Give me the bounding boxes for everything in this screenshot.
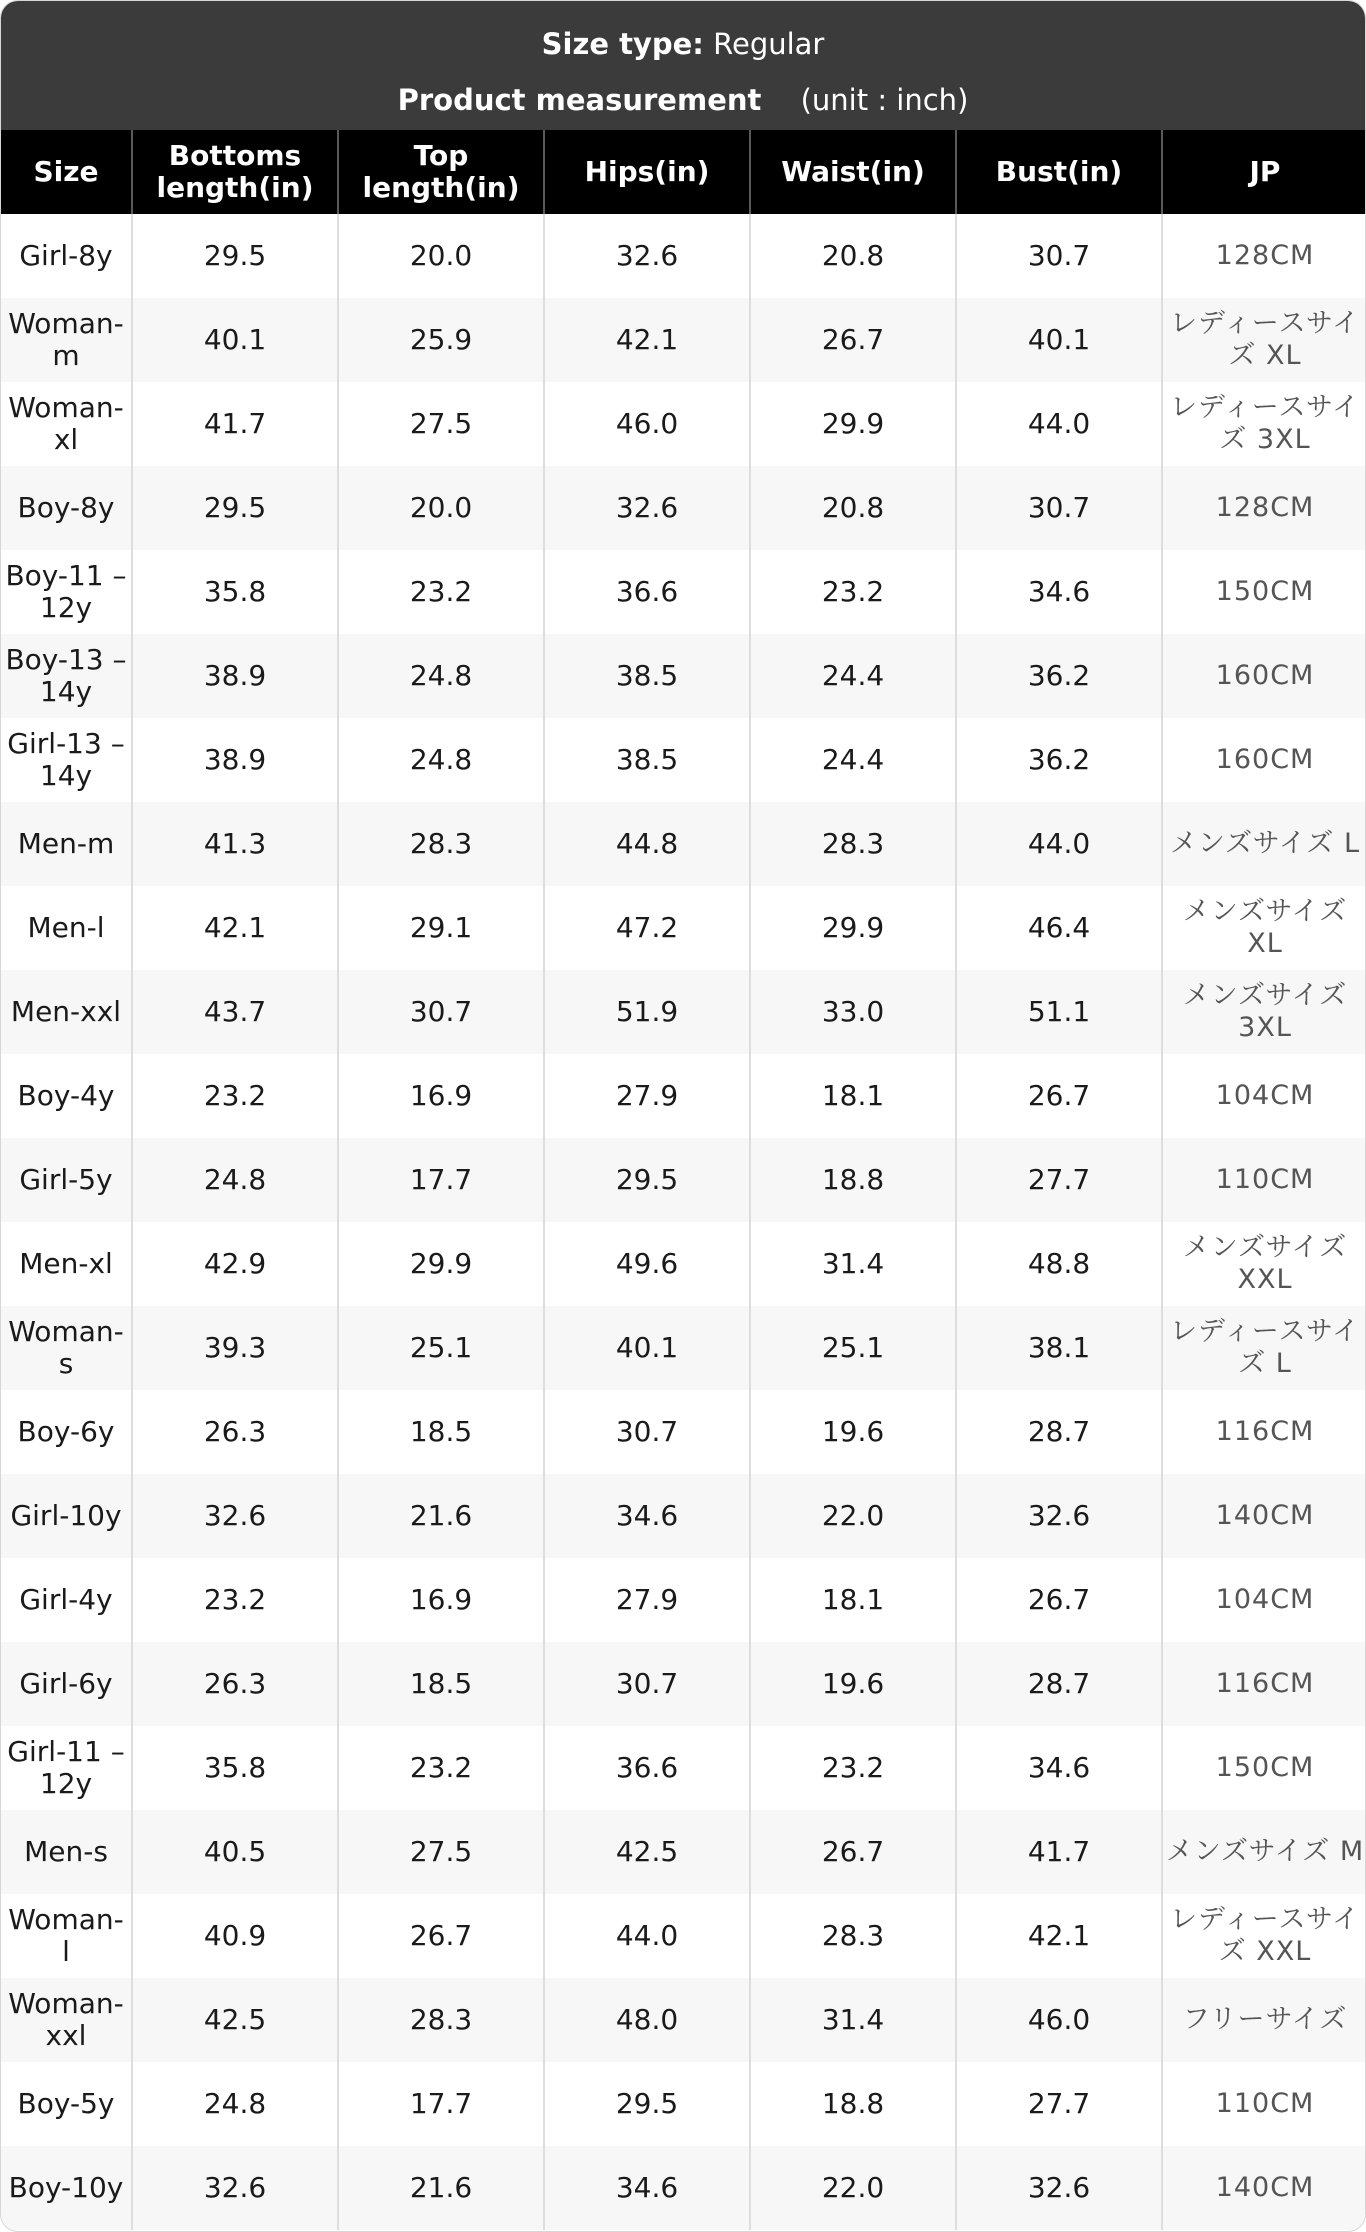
table-row bbox=[1, 1306, 1366, 1390]
table-row bbox=[1, 214, 1366, 298]
waist-cell: 19.6 bbox=[750, 1390, 956, 1474]
waist-cell: 23.2 bbox=[750, 550, 956, 634]
top-length-cell: 18.5 bbox=[338, 1390, 544, 1474]
size-cell: Boy-5y bbox=[1, 2062, 132, 2146]
waist-cell: 28.3 bbox=[750, 1894, 956, 1978]
bust-cell: 36.2 bbox=[956, 634, 1162, 718]
bust-cell: 30.7 bbox=[956, 214, 1162, 298]
size-cell: Men-l bbox=[1, 886, 132, 970]
waist-cell: 28.3 bbox=[750, 802, 956, 886]
table-row bbox=[1, 970, 1366, 1054]
bottoms-length-cell: 24.8 bbox=[132, 1138, 338, 1222]
waist-cell: 29.9 bbox=[750, 886, 956, 970]
bottoms-length-cell: 41.3 bbox=[132, 802, 338, 886]
bust-cell: 42.1 bbox=[956, 1894, 1162, 1978]
size-type-value: Regular bbox=[713, 27, 825, 61]
bottoms-length-cell: 26.3 bbox=[132, 1390, 338, 1474]
top-length-cell: 28.3 bbox=[338, 802, 544, 886]
top-length-cell: 17.7 bbox=[338, 2062, 544, 2146]
bust-cell: 34.6 bbox=[956, 550, 1162, 634]
size-cell: Girl-10y bbox=[1, 1474, 132, 1558]
hips-cell: 44.8 bbox=[544, 802, 750, 886]
jp-size-cell: 104CM bbox=[1162, 1558, 1366, 1642]
top-length-cell: 25.9 bbox=[338, 298, 544, 382]
size-cell: Girl-6y bbox=[1, 1642, 132, 1726]
size-cell: Woman-s bbox=[1, 1306, 132, 1390]
col-header-size: Size bbox=[1, 130, 132, 214]
size-cell: Woman-xl bbox=[1, 382, 132, 466]
hips-cell: 29.5 bbox=[544, 2062, 750, 2146]
table-row bbox=[1, 466, 1366, 550]
table-row bbox=[1, 1390, 1366, 1474]
table-row bbox=[1, 1642, 1366, 1726]
jp-size-cell: レディースサイズ 3XL bbox=[1162, 382, 1366, 466]
size-cell: Men-m bbox=[1, 802, 132, 886]
top-length-cell: 17.7 bbox=[338, 1138, 544, 1222]
jp-size-cell: メンズサイズ M bbox=[1162, 1810, 1366, 1894]
bust-cell: 40.1 bbox=[956, 298, 1162, 382]
jp-size-cell: メンズサイズ L bbox=[1162, 802, 1366, 886]
bottoms-length-cell: 29.5 bbox=[132, 214, 338, 298]
bottoms-length-cell: 38.9 bbox=[132, 718, 338, 802]
bust-cell: 46.0 bbox=[956, 1978, 1162, 2062]
jp-size-cell: 140CM bbox=[1162, 2146, 1366, 2230]
size-cell: Woman-m bbox=[1, 298, 132, 382]
waist-cell: 24.4 bbox=[750, 718, 956, 802]
bottoms-length-cell: 26.3 bbox=[132, 1642, 338, 1726]
bottoms-length-cell: 40.1 bbox=[132, 298, 338, 382]
hips-cell: 49.6 bbox=[544, 1222, 750, 1306]
bust-cell: 34.6 bbox=[956, 1726, 1162, 1810]
col-header-hips: Hips(in) bbox=[544, 130, 750, 214]
size-cell: Girl-5y bbox=[1, 1138, 132, 1222]
waist-cell: 31.4 bbox=[750, 1222, 956, 1306]
top-length-cell: 16.9 bbox=[338, 1054, 544, 1138]
bottoms-length-cell: 40.9 bbox=[132, 1894, 338, 1978]
bottoms-length-cell: 35.8 bbox=[132, 550, 338, 634]
table-header bbox=[1, 130, 1366, 214]
top-length-cell: 28.3 bbox=[338, 1978, 544, 2062]
jp-size-cell: 160CM bbox=[1162, 718, 1366, 802]
bust-cell: 26.7 bbox=[956, 1054, 1162, 1138]
col-header-bust: Bust(in) bbox=[956, 130, 1162, 214]
measurement-table bbox=[1, 130, 1366, 2230]
table-row bbox=[1, 1138, 1366, 1222]
hips-cell: 46.0 bbox=[544, 382, 750, 466]
bottoms-length-cell: 42.5 bbox=[132, 1978, 338, 2062]
size-type-line bbox=[1, 23, 1365, 79]
hips-cell: 27.9 bbox=[544, 1558, 750, 1642]
size-cell: Boy-11 – 12y bbox=[1, 550, 132, 634]
jp-size-cell: レディースサイズ XXL bbox=[1162, 1894, 1366, 1978]
bottoms-length-cell: 42.1 bbox=[132, 886, 338, 970]
jp-size-cell: 140CM bbox=[1162, 1474, 1366, 1558]
top-length-cell: 16.9 bbox=[338, 1558, 544, 1642]
jp-size-cell: 160CM bbox=[1162, 634, 1366, 718]
jp-size-cell: 150CM bbox=[1162, 550, 1366, 634]
jp-size-cell: メンズサイズ XL bbox=[1162, 886, 1366, 970]
waist-cell: 22.0 bbox=[750, 1474, 956, 1558]
hips-cell: 29.5 bbox=[544, 1138, 750, 1222]
top-length-cell: 27.5 bbox=[338, 1810, 544, 1894]
measurement-line bbox=[1, 79, 1365, 135]
top-length-cell: 24.8 bbox=[338, 718, 544, 802]
bust-cell: 44.0 bbox=[956, 382, 1162, 466]
table-row bbox=[1, 1054, 1366, 1138]
jp-size-cell: 128CM bbox=[1162, 214, 1366, 298]
waist-cell: 25.1 bbox=[750, 1306, 956, 1390]
top-length-cell: 24.8 bbox=[338, 634, 544, 718]
size-cell: Men-xl bbox=[1, 1222, 132, 1306]
hips-cell: 30.7 bbox=[544, 1390, 750, 1474]
top-length-cell: 30.7 bbox=[338, 970, 544, 1054]
top-length-cell: 29.1 bbox=[338, 886, 544, 970]
bottoms-length-cell: 23.2 bbox=[132, 1054, 338, 1138]
top-length-cell: 20.0 bbox=[338, 466, 544, 550]
jp-size-cell: 116CM bbox=[1162, 1642, 1366, 1726]
table-row bbox=[1, 886, 1366, 970]
size-cell: Woman-l bbox=[1, 1894, 132, 1978]
top-length-cell: 21.6 bbox=[338, 1474, 544, 1558]
waist-cell: 26.7 bbox=[750, 298, 956, 382]
hips-cell: 44.0 bbox=[544, 1894, 750, 1978]
table-row bbox=[1, 1726, 1366, 1810]
col-header-waist: Waist(in) bbox=[750, 130, 956, 214]
top-length-cell: 25.1 bbox=[338, 1306, 544, 1390]
bust-cell: 28.7 bbox=[956, 1642, 1162, 1726]
table-row bbox=[1, 1810, 1366, 1894]
waist-cell: 18.8 bbox=[750, 1138, 956, 1222]
jp-size-cell: 128CM bbox=[1162, 466, 1366, 550]
size-cell: Girl-8y bbox=[1, 214, 132, 298]
table-row bbox=[1, 382, 1366, 466]
table-row bbox=[1, 298, 1366, 382]
waist-cell: 18.1 bbox=[750, 1558, 956, 1642]
hips-cell: 47.2 bbox=[544, 886, 750, 970]
hips-cell: 36.6 bbox=[544, 550, 750, 634]
chart-banner bbox=[1, 1, 1365, 130]
col-header-jp: JP bbox=[1162, 130, 1366, 214]
jp-size-cell: レディースサイズ XL bbox=[1162, 298, 1366, 382]
bottoms-length-cell: 41.7 bbox=[132, 382, 338, 466]
size-cell: Boy-8y bbox=[1, 466, 132, 550]
table-row bbox=[1, 2146, 1366, 2230]
jp-size-cell: メンズサイズ 3XL bbox=[1162, 970, 1366, 1054]
hips-cell: 38.5 bbox=[544, 718, 750, 802]
bottoms-length-cell: 32.6 bbox=[132, 2146, 338, 2230]
waist-cell: 33.0 bbox=[750, 970, 956, 1054]
size-cell: Boy-6y bbox=[1, 1390, 132, 1474]
bust-cell: 30.7 bbox=[956, 466, 1162, 550]
bust-cell: 26.7 bbox=[956, 1558, 1162, 1642]
jp-size-cell: 110CM bbox=[1162, 2062, 1366, 2146]
hips-cell: 27.9 bbox=[544, 1054, 750, 1138]
size-cell: Men-xxl bbox=[1, 970, 132, 1054]
bust-cell: 41.7 bbox=[956, 1810, 1162, 1894]
bust-cell: 27.7 bbox=[956, 2062, 1162, 2146]
hips-cell: 51.9 bbox=[544, 970, 750, 1054]
top-length-cell: 23.2 bbox=[338, 1726, 544, 1810]
bottoms-length-cell: 42.9 bbox=[132, 1222, 338, 1306]
hips-cell: 30.7 bbox=[544, 1642, 750, 1726]
size-cell: Boy-10y bbox=[1, 2146, 132, 2230]
jp-size-cell: フリーサイズ bbox=[1162, 1978, 1366, 2062]
size-cell: Woman-xxl bbox=[1, 1978, 132, 2062]
waist-cell: 29.9 bbox=[750, 382, 956, 466]
bust-cell: 51.1 bbox=[956, 970, 1162, 1054]
table-body bbox=[1, 214, 1366, 2230]
top-length-cell: 26.7 bbox=[338, 1894, 544, 1978]
unit-label: (unit : inch) bbox=[800, 83, 969, 117]
waist-cell: 18.1 bbox=[750, 1054, 956, 1138]
bottoms-length-cell: 29.5 bbox=[132, 466, 338, 550]
hips-cell: 40.1 bbox=[544, 1306, 750, 1390]
jp-size-cell: 116CM bbox=[1162, 1390, 1366, 1474]
waist-cell: 20.8 bbox=[750, 214, 956, 298]
bottoms-length-cell: 43.7 bbox=[132, 970, 338, 1054]
table-row bbox=[1, 550, 1366, 634]
table-row bbox=[1, 1222, 1366, 1306]
bust-cell: 36.2 bbox=[956, 718, 1162, 802]
table-row bbox=[1, 1978, 1366, 2062]
waist-cell: 31.4 bbox=[750, 1978, 956, 2062]
size-cell: Girl-11 – 12y bbox=[1, 1726, 132, 1810]
top-length-cell: 23.2 bbox=[338, 550, 544, 634]
bottoms-length-cell: 40.5 bbox=[132, 1810, 338, 1894]
bust-cell: 48.8 bbox=[956, 1222, 1162, 1306]
waist-cell: 18.8 bbox=[750, 2062, 956, 2146]
hips-cell: 34.6 bbox=[544, 1474, 750, 1558]
bust-cell: 44.0 bbox=[956, 802, 1162, 886]
bust-cell: 27.7 bbox=[956, 1138, 1162, 1222]
table-row bbox=[1, 1558, 1366, 1642]
jp-size-cell: 110CM bbox=[1162, 1138, 1366, 1222]
hips-cell: 32.6 bbox=[544, 466, 750, 550]
jp-size-cell: 150CM bbox=[1162, 1726, 1366, 1810]
header-row bbox=[1, 130, 1366, 214]
top-length-cell: 21.6 bbox=[338, 2146, 544, 2230]
product-measurement-label: Product measurement bbox=[397, 83, 762, 117]
table-row bbox=[1, 634, 1366, 718]
bottoms-length-cell: 24.8 bbox=[132, 2062, 338, 2146]
waist-cell: 26.7 bbox=[750, 1810, 956, 1894]
hips-cell: 32.6 bbox=[544, 214, 750, 298]
waist-cell: 19.6 bbox=[750, 1642, 956, 1726]
table-row bbox=[1, 2062, 1366, 2146]
table-row bbox=[1, 1894, 1366, 1978]
col-header-top-length: Top length(in) bbox=[338, 130, 544, 214]
size-cell: Men-s bbox=[1, 1810, 132, 1894]
size-cell: Girl-4y bbox=[1, 1558, 132, 1642]
hips-cell: 48.0 bbox=[544, 1978, 750, 2062]
table-row bbox=[1, 718, 1366, 802]
hips-cell: 36.6 bbox=[544, 1726, 750, 1810]
bust-cell: 38.1 bbox=[956, 1306, 1162, 1390]
bust-cell: 46.4 bbox=[956, 886, 1162, 970]
bottoms-length-cell: 35.8 bbox=[132, 1726, 338, 1810]
top-length-cell: 18.5 bbox=[338, 1642, 544, 1726]
size-cell: Boy-4y bbox=[1, 1054, 132, 1138]
jp-size-cell: メンズサイズ XXL bbox=[1162, 1222, 1366, 1306]
top-length-cell: 27.5 bbox=[338, 382, 544, 466]
top-length-cell: 29.9 bbox=[338, 1222, 544, 1306]
bust-cell: 32.6 bbox=[956, 2146, 1162, 2230]
bust-cell: 28.7 bbox=[956, 1390, 1162, 1474]
bottoms-length-cell: 38.9 bbox=[132, 634, 338, 718]
size-cell: Girl-13 – 14y bbox=[1, 718, 132, 802]
table-row bbox=[1, 1474, 1366, 1558]
hips-cell: 42.5 bbox=[544, 1810, 750, 1894]
bottoms-length-cell: 39.3 bbox=[132, 1306, 338, 1390]
jp-size-cell: 104CM bbox=[1162, 1054, 1366, 1138]
table-row bbox=[1, 802, 1366, 886]
bottoms-length-cell: 32.6 bbox=[132, 1474, 338, 1558]
top-length-cell: 20.0 bbox=[338, 214, 544, 298]
jp-size-cell: レディースサイズ L bbox=[1162, 1306, 1366, 1390]
size-cell: Boy-13 – 14y bbox=[1, 634, 132, 718]
bust-cell: 32.6 bbox=[956, 1474, 1162, 1558]
hips-cell: 34.6 bbox=[544, 2146, 750, 2230]
hips-cell: 38.5 bbox=[544, 634, 750, 718]
hips-cell: 42.1 bbox=[544, 298, 750, 382]
bottoms-length-cell: 23.2 bbox=[132, 1558, 338, 1642]
waist-cell: 20.8 bbox=[750, 466, 956, 550]
size-type-label: Size type: bbox=[541, 27, 704, 61]
waist-cell: 22.0 bbox=[750, 2146, 956, 2230]
col-header-bottoms-length: Bottoms length(in) bbox=[132, 130, 338, 214]
waist-cell: 24.4 bbox=[750, 634, 956, 718]
waist-cell: 23.2 bbox=[750, 1726, 956, 1810]
